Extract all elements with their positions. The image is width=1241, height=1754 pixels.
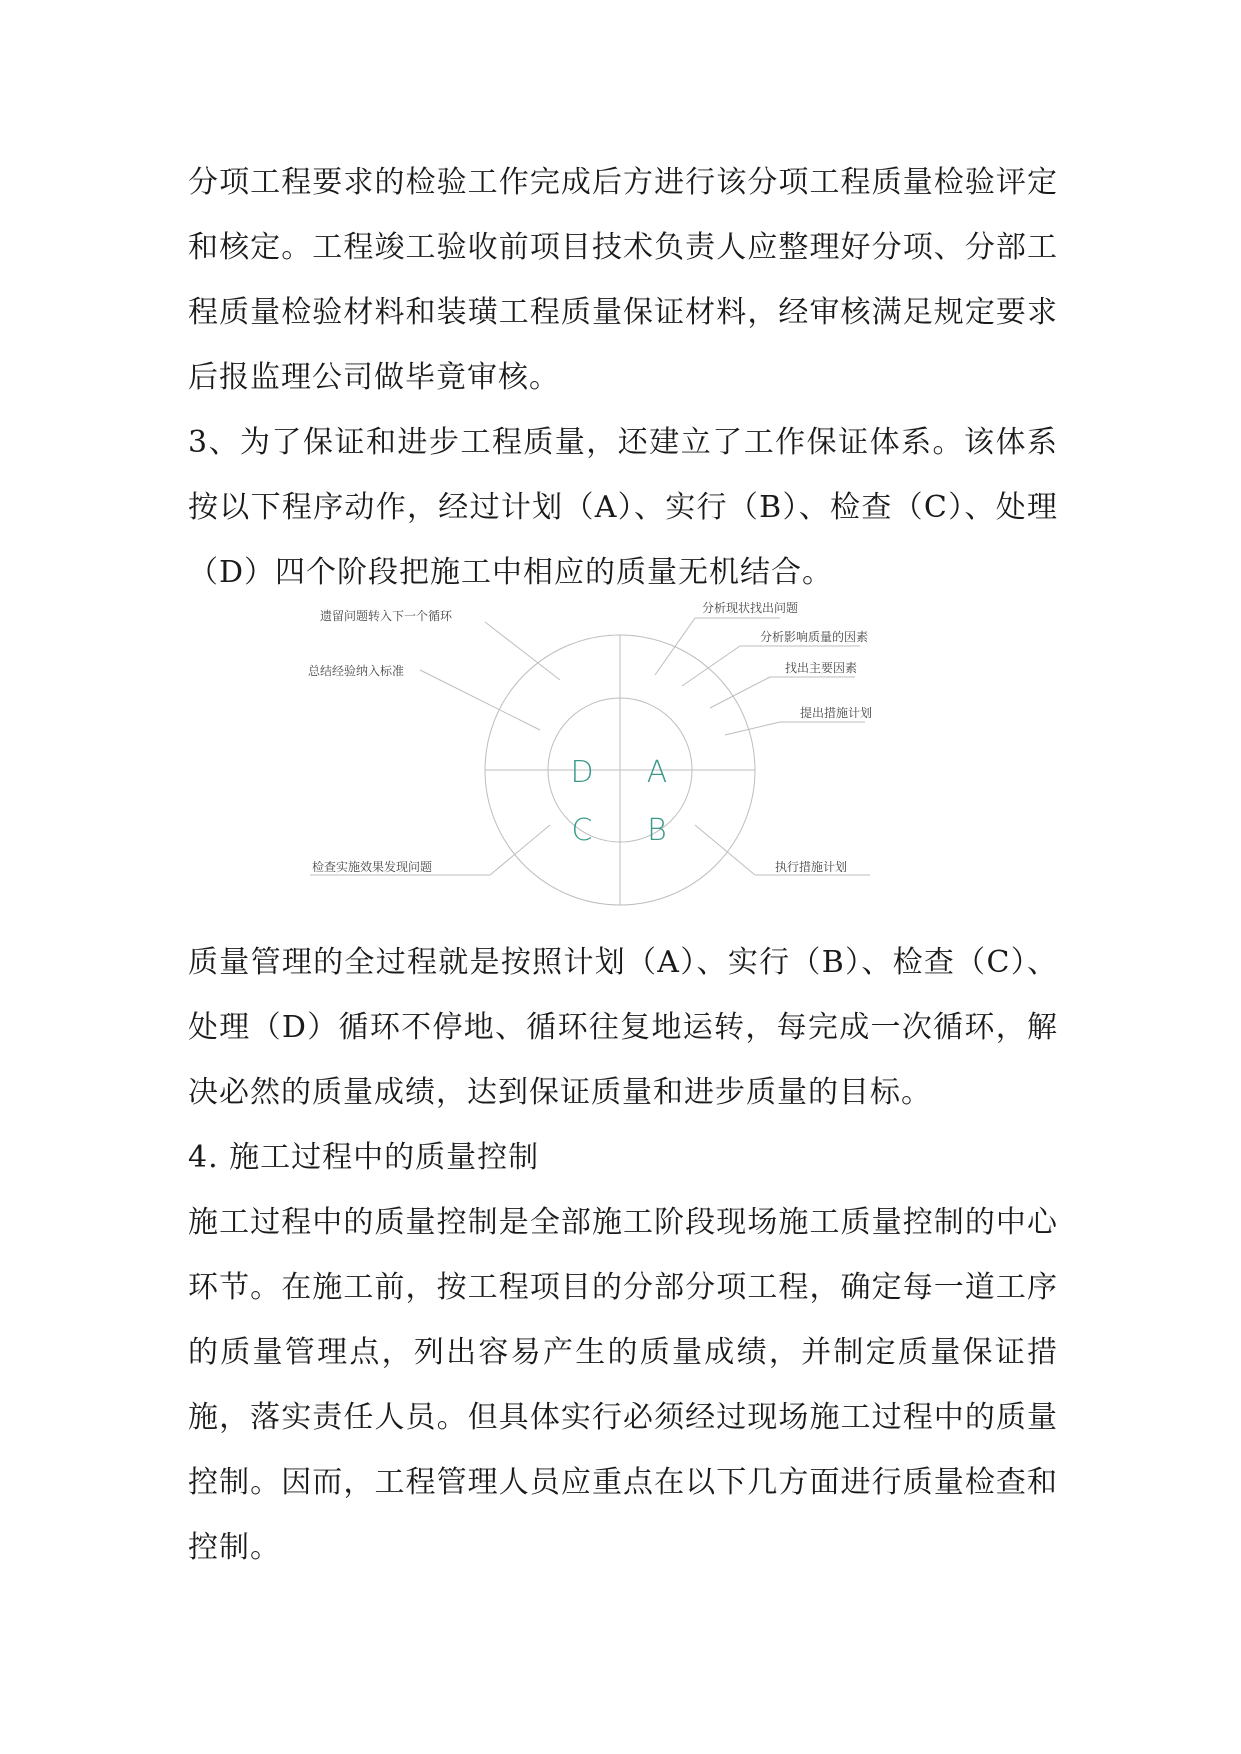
label-carry-over: 遗留问题转入下一个循环 (320, 609, 453, 623)
leader-line (682, 646, 740, 686)
label-standardize: 总结经验纳入标准 (308, 664, 405, 678)
leader-line (710, 677, 770, 708)
leader-line (725, 722, 780, 735)
label-find-main-factors: 找出主要因素 (785, 661, 858, 675)
quadrant-c-label: C (571, 813, 593, 848)
quadrant-a-label: A (646, 755, 668, 790)
quadrant-b-label: B (647, 813, 667, 848)
text-block-bottom (188, 930, 1058, 1580)
paragraph: 质量管理的全过程就是按照计划（A）、实行（B）、检查（C）、处理（D）循环不停地、循环往复地运转，每完成一次循环，解决必然的质量成绩，达到保证质量和进步质量的目标。 (188, 945, 1058, 1110)
quadrant-d-label: D (570, 755, 594, 790)
leader-line (695, 825, 755, 875)
leader-line (420, 670, 540, 730)
text-block-top (188, 150, 1058, 605)
section-heading: 4. 施工过程中的质量控制 (188, 1140, 540, 1175)
leader-line (490, 825, 550, 875)
label-execute-plan: 执行措施计划 (775, 860, 848, 874)
paragraph: 分项工程要求的检验工作完成后方进行该分项工程质量检验评定和核定。工程竣工验收前项目技术负责人应整理好分项、分部工程质量检验材料和装璜工程质量保证材料，经审核满足规定要求后报监理公司做毕竟审核。 (188, 165, 1058, 395)
leader-line (655, 618, 695, 675)
paragraph: 3、为了保证和进步工程质量，还建立了工作保证体系。该体系按以下程序动作，经过计划（A）、实行（B）、检查（C）、处理（D）四个阶段把施工中相应的质量无机结合。 (188, 425, 1058, 590)
pdca-cycle-diagram (300, 590, 940, 930)
leader-line (485, 622, 560, 680)
label-analyze-status: 分析现状找出问题 (702, 601, 799, 615)
label-check-effect: 检查实施效果发现问题 (312, 860, 433, 874)
label-analyze-factors: 分析影响质量的因素 (760, 630, 869, 644)
paragraph: 施工过程中的质量控制是全部施工阶段现场施工质量控制的中心环节。在施工前，按工程项目的分部分项工程，确定每一道工序的质量管理点，列出容易产生的质量成绩，并制定质量保证措施，落实责任人员。但具体实行必须经过现场施工过程中的质量控制。因而，工程管理人员应重点在以下几方面进行质量检查和控制。 (188, 1205, 1058, 1565)
label-propose-plan: 提出措施计划 (800, 706, 873, 720)
